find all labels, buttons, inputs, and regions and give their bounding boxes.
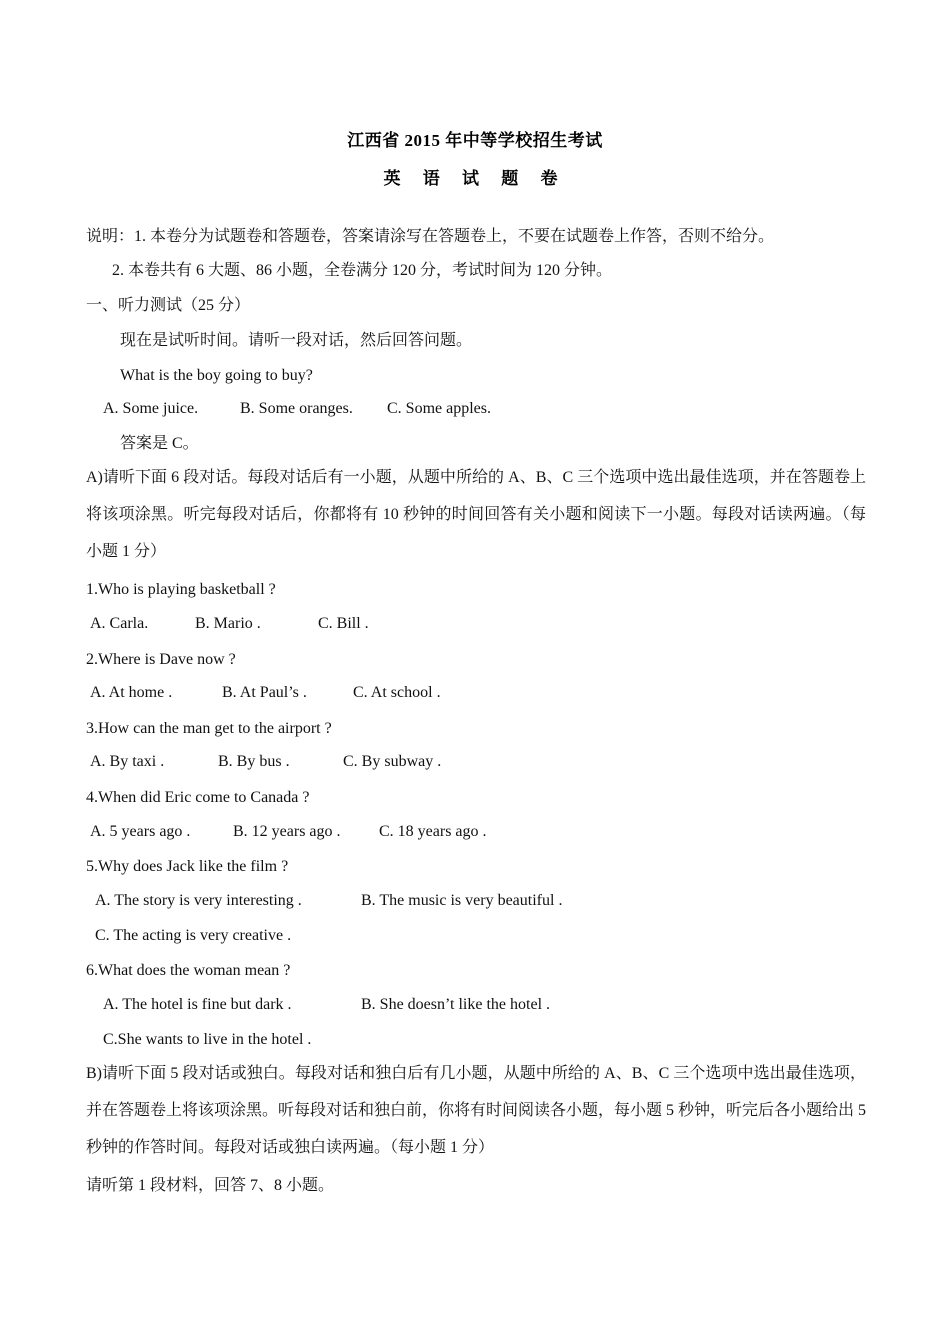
question-6: 6.What does the woman mean ? — [86, 962, 291, 979]
question-3: 3.How can the man get to the airport ? — [86, 720, 332, 737]
notes-line-1: 说明：1. 本卷分为试题卷和答题卷，答案请涂写在答题卷上，不要在试题卷上作答，否则不给分。 — [86, 228, 775, 245]
question-4: 4.When did Eric come to Canada ? — [86, 789, 310, 806]
q3-option-b: B. By bus . — [218, 753, 290, 770]
q2-option-b: B. At Paul’s . — [222, 684, 307, 701]
q5-option-b: B. The music is very beautiful . — [361, 892, 563, 909]
notes-line-2: 2. 本卷共有 6 大题、86 小题，全卷满分 120 分，考试时间为 120 分钟。 — [112, 262, 613, 279]
q1-option-b: B. Mario . — [195, 615, 261, 632]
exam-title: 江西省 2015 年中等学校招生考试 — [347, 131, 603, 150]
q1-option-c: C. Bill . — [318, 615, 369, 632]
q4-option-c: C. 18 years ago . — [379, 823, 487, 840]
q4-option-a: A. 5 years ago . — [90, 823, 191, 840]
part-a-instructions: A)请听下面 6 段对话。每段对话后有一小题，从题中所给的 A、B、C 三个选项中选出最佳选项，并在答题卷上将该项涂黑。听完每段对话后，你都将有 10 秒钟的时间回答有关小题和阅读下一小题。每段对话读两遍。（每小题 1 分） — [86, 469, 866, 560]
question-5: 5.Why does Jack like the film ? — [86, 858, 289, 875]
q3-option-c: C. By subway . — [343, 753, 442, 770]
q2-option-c: C. At school . — [353, 684, 441, 701]
q5-option-a: A. The story is very interesting . — [95, 892, 302, 909]
sample-answer: 答案是 C。 — [120, 435, 199, 452]
q6-option-c: C.She wants to live in the hotel . — [103, 1031, 312, 1048]
question-2: 2.Where is Dave now ? — [86, 651, 236, 668]
part-b-instructions: B)请听下面 5 段对话或独白。每段对话和独白后有几小题，从题中所给的 A、B、C 三个选项中选出最佳选项，并在答题卷上将该项涂黑。听每段对话和独白前，你将有时间阅读各小题，每小题 5 秒钟，听完后各小题给出 5 秒钟的作答时间。每段对话或独白读两遍。（每小题 1 分） — [86, 1065, 867, 1156]
q3-option-a: A. By taxi . — [90, 753, 165, 770]
q4-option-b: B. 12 years ago . — [233, 823, 341, 840]
exam-subtitle: 英 语 试 题 卷 — [383, 169, 567, 188]
sample-intro: 现在是试听时间。请听一段对话，然后回答问题。 — [120, 332, 473, 349]
q2-option-a: A. At home . — [90, 684, 173, 701]
section-heading: 一、听力测试（25 分） — [86, 297, 251, 314]
sample-option-b: B. Some oranges. — [240, 400, 353, 417]
q6-option-b: B. She doesn’t like the hotel . — [361, 996, 551, 1013]
q5-option-c: C. The acting is very creative . — [95, 927, 292, 944]
part-b-first-material: 请听第 1 段材料，回答 7、8 小题。 — [86, 1177, 335, 1194]
q1-option-a: A. Carla. — [90, 615, 149, 632]
question-1: 1.Who is playing basketball ? — [86, 581, 276, 598]
sample-question: What is the boy going to buy? — [120, 367, 313, 384]
q6-option-a: A. The hotel is fine but dark . — [103, 996, 292, 1013]
sample-option-c: C. Some apples. — [387, 400, 491, 417]
sample-option-a: A. Some juice. — [103, 400, 199, 417]
